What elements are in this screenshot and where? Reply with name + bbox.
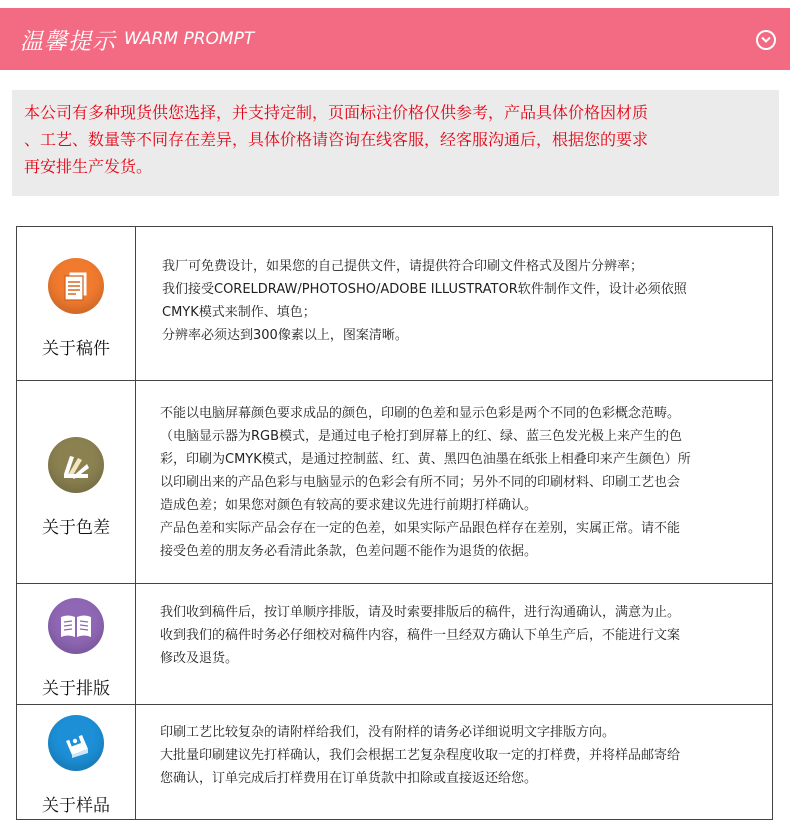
row-text-line: 彩，印刷为CMYK模式，是通过控制蓝、红、黄、黑四色油墨在纸张上相叠印来产生颜色）所 <box>160 451 691 467</box>
row-text-line: 印刷工艺比较复杂的请附样给我们，没有附样的请务必详细说明文字排版方向。 <box>160 724 616 740</box>
row-text-line: 我们收到稿件后，按订单顺序排版，请及时索要排版后的稿件，进行沟通确认，满意为止。 <box>160 604 681 620</box>
row-content <box>136 584 772 704</box>
row-text-line: 分辨率必须达到300像素以上，图案清晰。 <box>162 327 408 343</box>
row-content <box>136 227 772 380</box>
chevron-down-icon[interactable] <box>756 30 776 50</box>
header-subtitle: WARM PROMPT <box>124 29 255 49</box>
row-text-line: 我们接受CORELDRAW/PHOTOSHO/ADOBE ILLUSTRATOR软件制作文件，设计必须依照 <box>162 281 687 297</box>
row-text-line: 收到我们的稿件时务必仔细校对稿件内容，稿件一旦经双方确认下单生产后，不能进行文案 <box>160 627 681 643</box>
row-text-line: 不能以电脑屏幕颜色要求成品的颜色，印刷的色差和显示色彩是两个不同的色彩概念范畴。 <box>160 405 681 421</box>
info-table <box>16 226 773 820</box>
row-text-line: 修改及退货。 <box>160 650 239 666</box>
row-text-line: 以印刷出来的产品色彩与电脑显示的色彩会有所不同；另外不同的印刷材料、印刷工艺也会 <box>160 474 681 490</box>
table-row <box>16 705 773 820</box>
open-book-icon <box>48 598 104 654</box>
row-header <box>17 227 136 380</box>
table-row <box>16 584 773 705</box>
row-label: 关于排版 <box>42 678 110 699</box>
warm-prompt-header <box>0 8 790 70</box>
notice-line: 、工艺、数量等不同存在差异，具体价格请咨询在线客服，经客服沟通后，根据您的要求 <box>24 130 649 149</box>
row-text-line: 您确认，订单完成后打样费用在订单货款中扣除或直接返还给您。 <box>160 770 538 786</box>
document-icon <box>48 258 104 314</box>
row-text-line: 产品色差和实际产品会存在一定的色差，如果实际产品跟色样存在差别，实属正常。请不能 <box>160 520 681 536</box>
row-content <box>136 705 772 819</box>
row-label: 关于样品 <box>42 795 110 816</box>
sample-box-icon <box>48 715 104 771</box>
color-swatch-icon <box>48 437 104 493</box>
row-header <box>17 584 136 704</box>
row-text-line: 接受色差的朋友务必看清此条款，色差问题不能作为退货的依据。 <box>160 543 538 559</box>
row-content <box>136 381 772 583</box>
row-header <box>17 705 136 819</box>
header-title: 温馨提示 <box>20 28 116 55</box>
row-text-line: 造成色差；如果您对颜色有较高的要求建议先进行前期打样确认。 <box>160 497 538 513</box>
row-text-line: 我厂可免费设计，如果您的自己提供文件，请提供符合印刷文件格式及图片分辨率； <box>162 258 644 274</box>
table-row <box>16 381 773 584</box>
row-text-line: （电脑显示器为RGB模式，是通过电子枪打到屏幕上的红、绿、蓝三色发光极上来产生的色 <box>160 428 683 444</box>
notice-box <box>12 90 779 196</box>
row-text-line: 大批量印刷建议先打样确认，我们会根据工艺复杂程度收取一定的打样费，并将样品邮寄给 <box>160 747 681 763</box>
row-header <box>17 381 136 583</box>
table-row <box>16 227 773 381</box>
notice-line: 再安排生产发货。 <box>24 157 153 176</box>
row-label: 关于色差 <box>42 517 110 538</box>
notice-line: 本公司有多种现货供您选择，并支持定制，页面标注价格仅供参考，产品具体价格因材质 <box>24 103 649 122</box>
row-label: 关于稿件 <box>42 339 110 359</box>
row-text-line: CMYK模式来制作、填色； <box>162 304 316 320</box>
